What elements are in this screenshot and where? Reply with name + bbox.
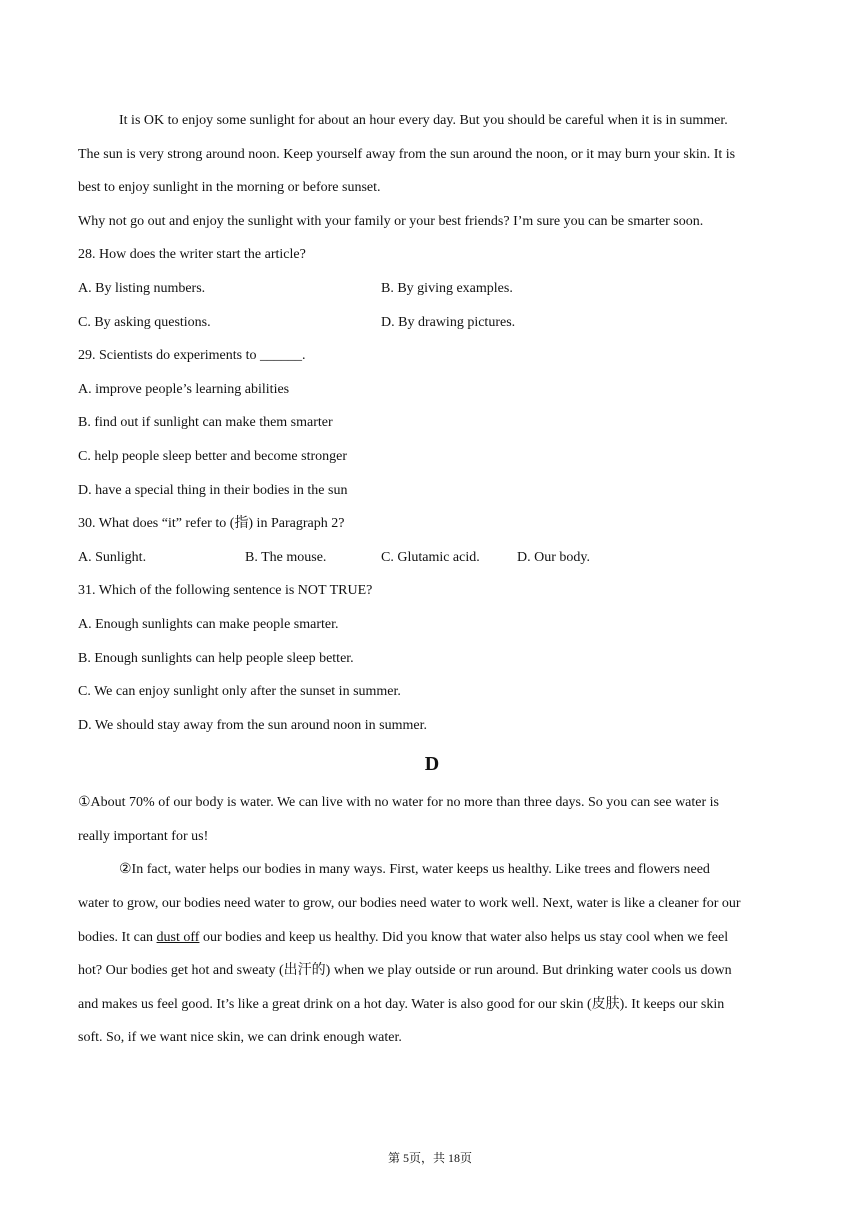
question-29-stem: 29. Scientists do experiments to ______. xyxy=(78,348,306,364)
passage-text: It is OK to enjoy some sunlight for about an hour every day. But you should be careful when it is in summer. xyxy=(119,113,728,128)
option-a: A. Enough sunlights can make people smarter. xyxy=(78,616,339,632)
passage-text: water to grow, our bodies need water to grow, our bodies need water to work well. Next, water is like a cleaner for our xyxy=(78,896,741,912)
page-content xyxy=(78,104,788,1055)
text-segment: bodies. It can xyxy=(78,929,157,945)
option-c: C. We can enjoy sunlight only after the sunset in summer. xyxy=(78,684,401,700)
passage-text: and makes us feel good. It’s like a great drink on a hot day. Water is also good for our skin (皮肤). It keeps our skin xyxy=(78,996,725,1012)
passage-text: ②In fact, water helps our bodies in many ways. First, water keeps us healthy. Like trees and flowers need xyxy=(119,862,710,878)
passage-text: really important for us! xyxy=(78,828,209,844)
passage-text: hot? Our bodies get hot and sweaty (出汗的) when we play outside or run around. But drinking water cools us down xyxy=(78,963,732,979)
option-a: A. improve people’s learning abilities xyxy=(78,381,290,397)
option-b: B. By giving examples. xyxy=(381,280,513,296)
passage-text: Why not go out and enjoy the sunlight with your family or your best friends? I’m sure you can be smarter soon. xyxy=(78,213,704,229)
page-footer: 第 5页，共 18页 xyxy=(387,1151,472,1165)
underlined-phrase: dust off xyxy=(156,929,200,945)
option-c: C. By asking questions. xyxy=(78,314,211,330)
section-heading: D xyxy=(424,753,440,776)
question-30-stem: 30. What does “it” refer to (指) in Paragraph 2? xyxy=(78,516,345,532)
question-28-options-row-2 xyxy=(78,306,788,340)
question-28-options-row-1 xyxy=(78,272,788,306)
option-a: A. By listing numbers. xyxy=(78,280,206,296)
question-30-options-row xyxy=(78,541,788,575)
option-d: D. We should stay away from the sun around noon in summer. xyxy=(78,717,427,733)
option-b: B. The mouse. xyxy=(245,549,327,565)
option-b: B. Enough sunlights can help people sleep better. xyxy=(78,650,354,666)
option-c: C. help people sleep better and become stronger xyxy=(78,448,348,464)
option-a: A. Sunlight. xyxy=(78,549,147,565)
option-d: D. By drawing pictures. xyxy=(381,314,516,330)
question-31-stem: 31. Which of the following sentence is NOT TRUE? xyxy=(78,583,373,599)
passage-text: ①About 70% of our body is water. We can live with no water for no more than three days. So you can see water is xyxy=(78,795,719,811)
text-segment: our bodies and keep us healthy. Did you know that water also helps us stay cool when we feel xyxy=(199,929,729,945)
passage-text: best to enjoy sunlight in the morning or before sunset. xyxy=(78,180,381,196)
question-28-stem: 28. How does the writer start the article? xyxy=(78,247,306,263)
option-d: D. have a special thing in their bodies in the sun xyxy=(78,482,348,498)
option-d: D. Our body. xyxy=(517,549,590,565)
passage-text: The sun is very strong around noon. Keep yourself away from the sun around the noon, or it may burn your skin. It is xyxy=(78,146,736,162)
option-b: B. find out if sunlight can make them smarter xyxy=(78,415,333,431)
option-c: C. Glutamic acid. xyxy=(381,549,480,565)
passage-text xyxy=(78,921,788,955)
passage-text: soft. So, if we want nice skin, we can drink enough water. xyxy=(78,1030,402,1046)
